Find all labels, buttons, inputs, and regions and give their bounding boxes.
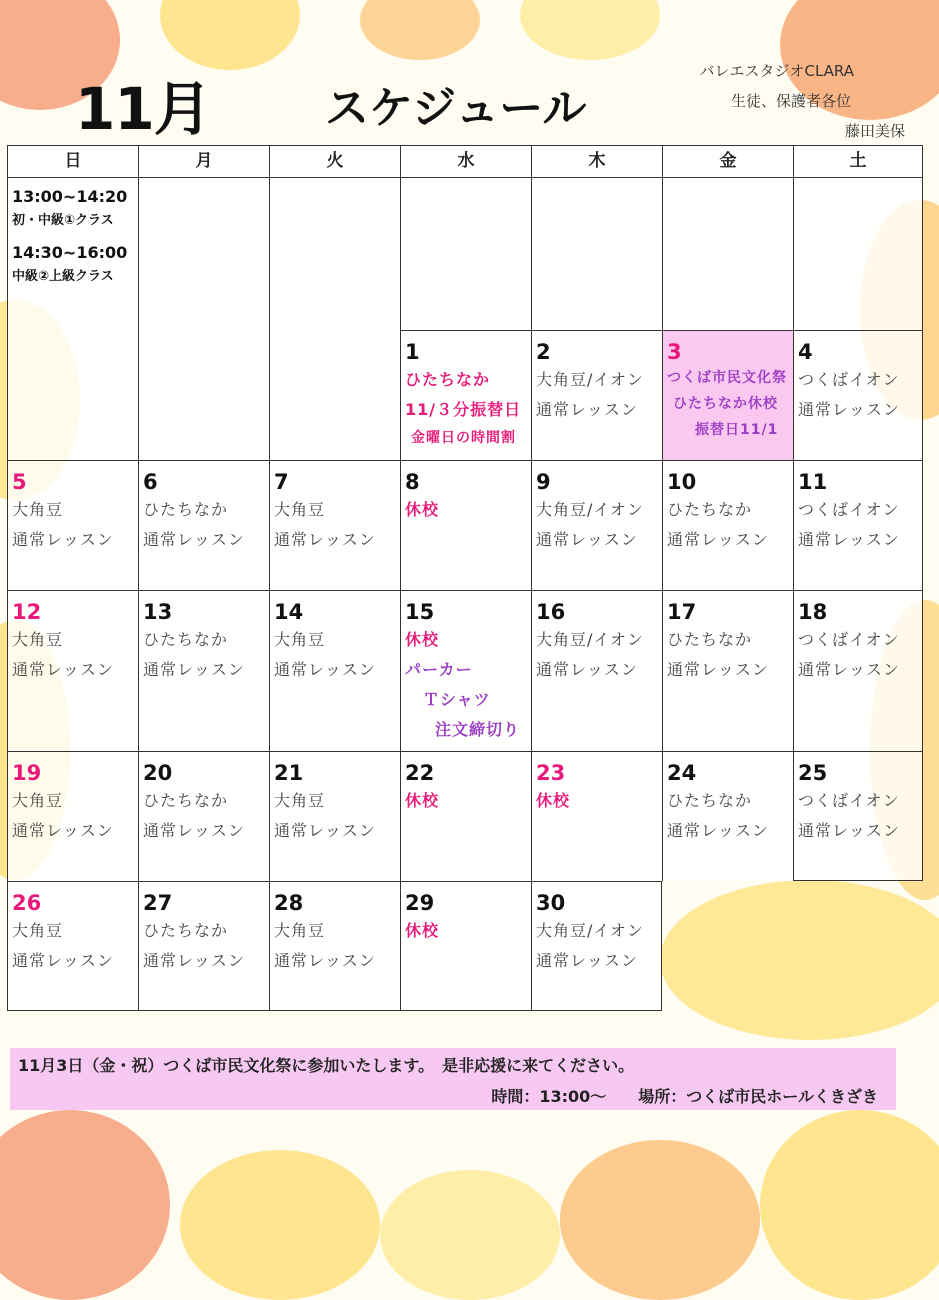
class-name-2: 中級②上級クラス [12, 269, 114, 284]
day-number: 11 [798, 470, 828, 494]
day-closed: 休校 [536, 791, 571, 810]
day-location: 大角豆 [12, 921, 64, 940]
day-location: 大角豆 [274, 500, 326, 519]
day-number: 30 [536, 891, 566, 915]
calendar-grid [7, 145, 923, 1011]
day-location: ひたちなか [667, 630, 753, 649]
day-cell [400, 590, 531, 751]
day-number: 5 [12, 470, 27, 494]
weekday-thu: 木 [531, 145, 662, 177]
day-cell [531, 751, 662, 881]
day-number: 19 [12, 761, 42, 785]
day-location: 大角豆 [12, 630, 64, 649]
day-number: 18 [798, 600, 828, 624]
day-number: 22 [405, 761, 435, 785]
notice-line-1: 11月3日（金・祝）つくば市民文化祭に参加いたします。 是非応援に来てください。 [18, 1056, 635, 1075]
day-location: 大角豆/イオン [536, 630, 644, 649]
day-number: 28 [274, 891, 304, 915]
blank-cell [138, 177, 269, 460]
day-number: 23 [536, 761, 566, 785]
studio-name: バレエスタジオCLARA [699, 62, 854, 80]
day-note: 注文締切り [435, 720, 521, 739]
day-lesson: 通常レッスン [667, 530, 769, 549]
day-lesson: 通常レッスン [667, 660, 769, 679]
day-cell [793, 590, 923, 751]
day-lesson: 通常レッスン [536, 660, 638, 679]
blank-cell [662, 177, 793, 330]
day-cell [269, 460, 400, 590]
day-number: 9 [536, 470, 551, 494]
day-lesson: 通常レッスン [798, 821, 900, 840]
day-lesson: 通常レッスン [143, 951, 245, 970]
day-location: ひたちなか [667, 500, 753, 519]
day-number: 27 [143, 891, 173, 915]
day-cell [662, 460, 793, 590]
day-lesson: 通常レッスン [274, 530, 376, 549]
day-cell [269, 881, 400, 1011]
day-cell [7, 590, 138, 751]
day-cell [269, 751, 400, 881]
day-location: 大角豆 [12, 500, 64, 519]
day-number: 14 [274, 600, 304, 624]
day-number: 13 [143, 600, 173, 624]
blank-cell [531, 177, 662, 330]
day-cell [138, 460, 269, 590]
day-cell [662, 751, 793, 881]
weekday-fri: 金 [662, 145, 793, 177]
blank-cell [269, 177, 400, 460]
day-number: 17 [667, 600, 697, 624]
blank-cell [793, 177, 923, 330]
day-note: Ｔシャツ [423, 690, 491, 709]
day-number: 25 [798, 761, 828, 785]
day-location: ひたちなか [143, 791, 229, 810]
event-notice [10, 1048, 896, 1110]
class-time-2: 14:30~16:00 [12, 243, 128, 262]
day-cell [531, 590, 662, 751]
page-title: スケジュール [325, 83, 587, 134]
day-closed: 休校 [405, 921, 440, 940]
day-lesson: 通常レッスン [143, 821, 245, 840]
day-lesson: 通常レッスン [12, 821, 114, 840]
day-lesson: 通常レッスン [274, 660, 376, 679]
weekday-tue: 火 [269, 145, 400, 177]
day-lesson: 通常レッスン [143, 530, 245, 549]
day-number: 4 [798, 340, 813, 364]
day-location: 大角豆/イオン [536, 500, 644, 519]
day-lesson: 通常レッスン [12, 660, 114, 679]
day-location: つくばイオン [798, 630, 900, 649]
day-lesson: 通常レッスン [798, 400, 900, 419]
day-cell [531, 460, 662, 590]
notice-line-2: 時間：13:00～ 場所：つくば市民ホールくきざき [491, 1087, 878, 1106]
day-lesson: 通常レッスン [667, 821, 769, 840]
day-location: 大角豆 [274, 791, 326, 810]
day-cell [7, 881, 138, 1011]
day-number: 20 [143, 761, 173, 785]
day-cell [793, 460, 923, 590]
day-cell [531, 881, 662, 1011]
day-cell [138, 881, 269, 1011]
day-cell [400, 330, 531, 460]
day-cell [400, 751, 531, 881]
audience-line: 生徒、保護者各位 [730, 92, 851, 110]
day-number: 21 [274, 761, 304, 785]
day-cell [7, 460, 138, 590]
day-lesson: 通常レッスン [12, 951, 114, 970]
day-cell [793, 330, 923, 460]
day-lesson: 通常レッスン [12, 530, 114, 549]
day-number: 12 [12, 600, 42, 624]
leaf-decoration [760, 1110, 939, 1300]
weekday-sat: 土 [793, 145, 923, 177]
day-number: 24 [667, 761, 697, 785]
day-location: 大角豆 [274, 630, 326, 649]
weekday-mon: 月 [138, 145, 269, 177]
day-cell [793, 751, 923, 881]
day-number: 10 [667, 470, 697, 494]
day-note: 振替日11/1 [695, 422, 779, 438]
day-cell [400, 460, 531, 590]
day-note: パーカー [405, 660, 473, 679]
class-time-1: 13:00~14:20 [12, 187, 128, 206]
day-number: 2 [536, 340, 551, 364]
day-closed: 休校 [405, 630, 440, 649]
day-cell [138, 751, 269, 881]
day-number: 16 [536, 600, 566, 624]
day-cell [400, 881, 531, 1011]
author-name: 藤田美保 [844, 122, 905, 140]
day-location: ひたちなか [143, 921, 229, 940]
class-name-1: 初・中級①クラス [12, 213, 114, 228]
leaf-decoration [160, 0, 300, 70]
day-cell [531, 330, 662, 460]
day-lesson: 通常レッスン [143, 660, 245, 679]
day-location: ひたちなか [143, 500, 229, 519]
day-number: 29 [405, 891, 435, 915]
day-lesson: 通常レッスン [536, 951, 638, 970]
day-cell [7, 751, 138, 881]
day-closed: 休校 [405, 500, 440, 519]
day-cell [269, 590, 400, 751]
day-note: 金曜日の時間割 [411, 430, 516, 446]
day-cell-highlight [662, 330, 793, 460]
day-note: 11/３分振替日 [405, 400, 522, 419]
day-cell [662, 590, 793, 751]
leaf-decoration [520, 0, 660, 60]
day-number: 1 [405, 340, 420, 364]
day-number: 7 [274, 470, 289, 494]
day-number: 8 [405, 470, 420, 494]
day-location: ひたちなか [143, 630, 229, 649]
weekday-sun: 日 [7, 145, 138, 177]
day-event: つくば市民文化祭 [667, 370, 787, 386]
day-number: 26 [12, 891, 42, 915]
day-lesson: 通常レッスン [798, 530, 900, 549]
day-location: ひたちなか [405, 370, 491, 389]
day-number: 15 [405, 600, 435, 624]
day-cell [138, 590, 269, 751]
weekday-wed: 水 [400, 145, 531, 177]
day-number: 3 [667, 340, 682, 364]
day-location: 大角豆 [274, 921, 326, 940]
blank-cell [400, 177, 531, 330]
day-location: 大角豆/イオン [536, 921, 644, 940]
day-lesson: 通常レッスン [536, 400, 638, 419]
day-location: 大角豆 [12, 791, 64, 810]
leaf-decoration [560, 1140, 760, 1300]
leaf-decoration [180, 1150, 380, 1300]
day-location: つくばイオン [798, 791, 900, 810]
day-location: つくばイオン [798, 500, 900, 519]
day-closed: 休校 [405, 791, 440, 810]
leaf-decoration [380, 1170, 560, 1300]
day-location: ひたちなか [667, 791, 753, 810]
day-note: ひたちなか休校 [673, 396, 778, 412]
day-location: つくばイオン [798, 370, 900, 389]
leaf-decoration [360, 0, 480, 60]
day-location: 大角豆/イオン [536, 370, 644, 389]
day-lesson: 通常レッスン [798, 660, 900, 679]
leaf-decoration [0, 1110, 170, 1300]
day-number: 6 [143, 470, 158, 494]
month-title: 11月 [75, 75, 211, 143]
day-lesson: 通常レッスン [274, 821, 376, 840]
day-lesson: 通常レッスン [536, 530, 638, 549]
sunday-class-info [7, 177, 138, 460]
day-lesson: 通常レッスン [274, 951, 376, 970]
